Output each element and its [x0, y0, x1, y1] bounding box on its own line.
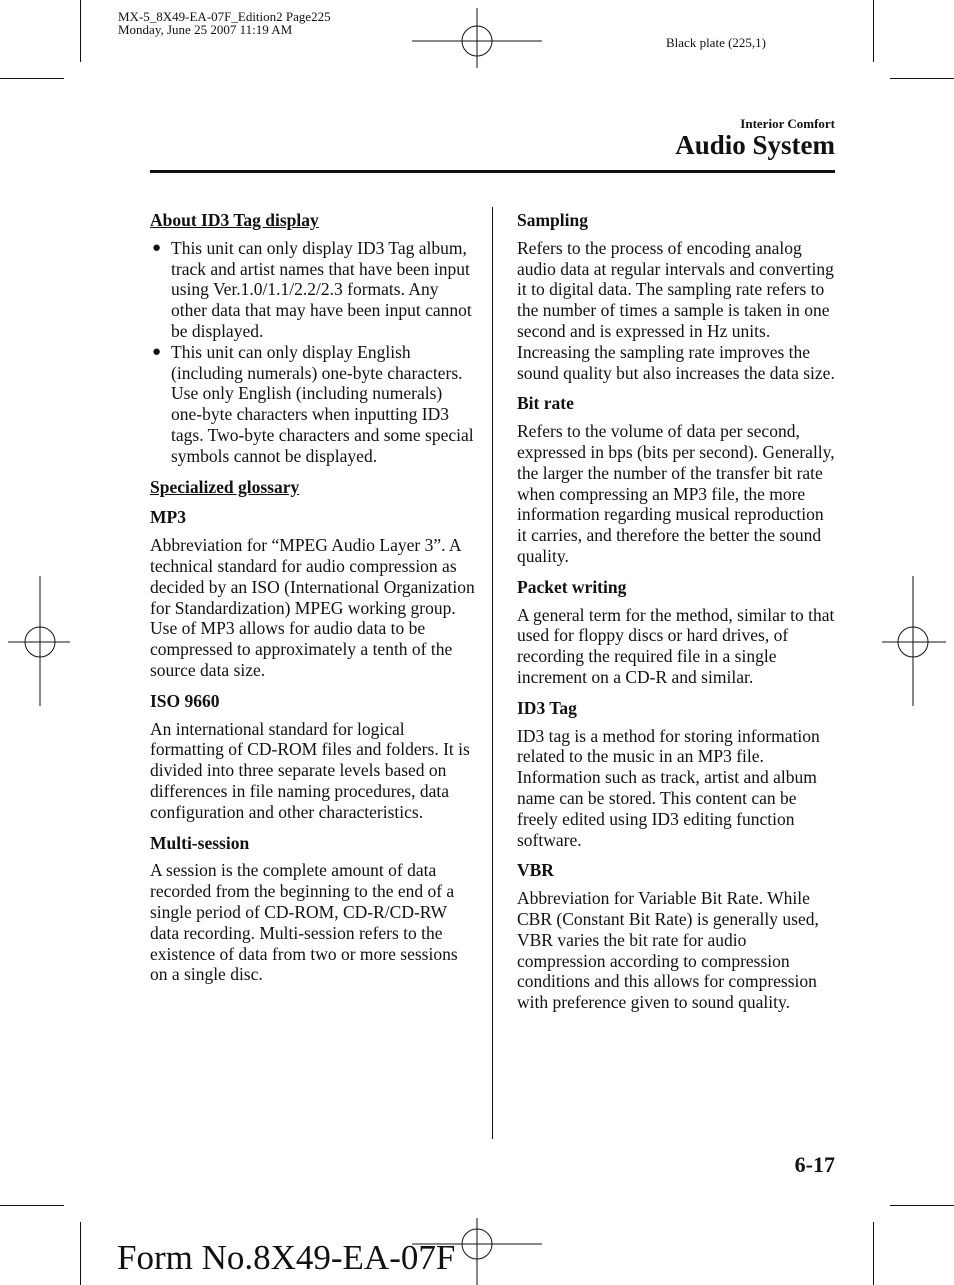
section-label: Interior Comfort [740, 116, 835, 131]
glossary-definition: An international standard for logical formatting of CD-ROM files and folders. It is divided into three separate levels based on differences in file naming procedures, data configuration and other characteristics. [150, 718, 470, 822]
glossary-definition: Abbreviation for Variable Bit Rate. While CBR (Constant Bit Rate) is generally used, VBR varies the bit rate for audio compression according to compression conditions and this allows for compression with preference given to sound quality. [517, 888, 819, 1013]
left-column [150, 210, 475, 985]
list-item-text: This unit can only display ID3 Tag album, track and artist names that have been input using Ver.1.0/1.1/2.2/2.3 formats. Any other data that may have been input cannot be displayed. [171, 237, 472, 341]
glossary-definition: A general term for the method, similar to that used for floppy discs or hard drives, of recording the required file in a single increment on a CD-R and similar. [517, 604, 835, 687]
glossary-term: MP3 [150, 507, 186, 528]
list-item [150, 342, 475, 467]
glossary-term: Bit rate [517, 393, 574, 414]
print-slug-file: MX-5_8X49-EA-07F_Edition2 Page225 [118, 9, 331, 24]
bullet-icon: ● [152, 239, 162, 256]
right-column [517, 210, 837, 1013]
glossary-term: Multi-session [150, 832, 250, 853]
id3-display-list [150, 238, 475, 467]
glossary-definition: ID3 tag is a method for storing information related to the music in an MP3 file. Information such as track, artist and album name can be stored. This content can be freely edited using ID3 editing function software. [517, 725, 820, 850]
registration-mark-right [882, 576, 946, 706]
header-rule [150, 170, 835, 173]
id3-display-heading: About ID3 Tag display [150, 210, 319, 230]
glossary-heading: Specialized glossary [150, 476, 300, 497]
glossary-term: ID3 Tag [517, 697, 577, 718]
list-item [150, 238, 475, 342]
column-divider [492, 207, 493, 1139]
glossary-term: ISO 9660 [150, 690, 220, 711]
glossary-definition: Refers to the volume of data per second, expressed in bps (bits per second). Generally, the larger the number of the transfer bit rate when compressing an MP3 file, the more information regarding musical reproduction it carries, and therefore the better the sound quality. [517, 421, 835, 566]
page-number: 6-17 [794, 1152, 835, 1177]
form-number: Form No.8X49-EA-07F [117, 1238, 456, 1277]
glossary-definition: Abbreviation for “MPEG Audio Layer 3”. A technical standard for audio compression as decided by an ISO (International Organization for Standardization) MPEG working group. Use of MP3 allows for audio data to be compressed to approximately a tenth of the source data size. [150, 535, 475, 680]
glossary-term: VBR [517, 860, 554, 881]
glossary-term: Packet writing [517, 576, 627, 597]
page-title: Audio System [675, 130, 835, 160]
print-slug-date: Monday, June 25 2007 11:19 AM [118, 22, 293, 37]
glossary-definition: A session is the complete amount of data recorded from the beginning to the end of a single period of CD-ROM, CD-R/CD-RW data recording. Multi-session refers to the existence of data from two or more sessions on a single disc. [150, 860, 458, 985]
bullet-icon: ● [152, 343, 162, 360]
list-item-text: This unit can only display English (including numerals) one-byte characters. Use only English (including numerals) one-byte characters when inputting ID3 tags. Two-byte characters and some special symbols cannot be displayed. [171, 341, 474, 466]
glossary-definition: Refers to the process of encoding analog audio data at regular intervals and converting it to digital data. The sampling rate refers to the number of times a sample is taken in one second and is expressed in Hz units. Increasing the sampling rate improves the sound quality but also increases the data size. [517, 237, 835, 383]
registration-mark-top [412, 8, 542, 68]
registration-mark-left [8, 576, 70, 706]
print-slug-plate: Black plate (225,1) [666, 35, 766, 50]
glossary-term: Sampling [517, 210, 588, 230]
